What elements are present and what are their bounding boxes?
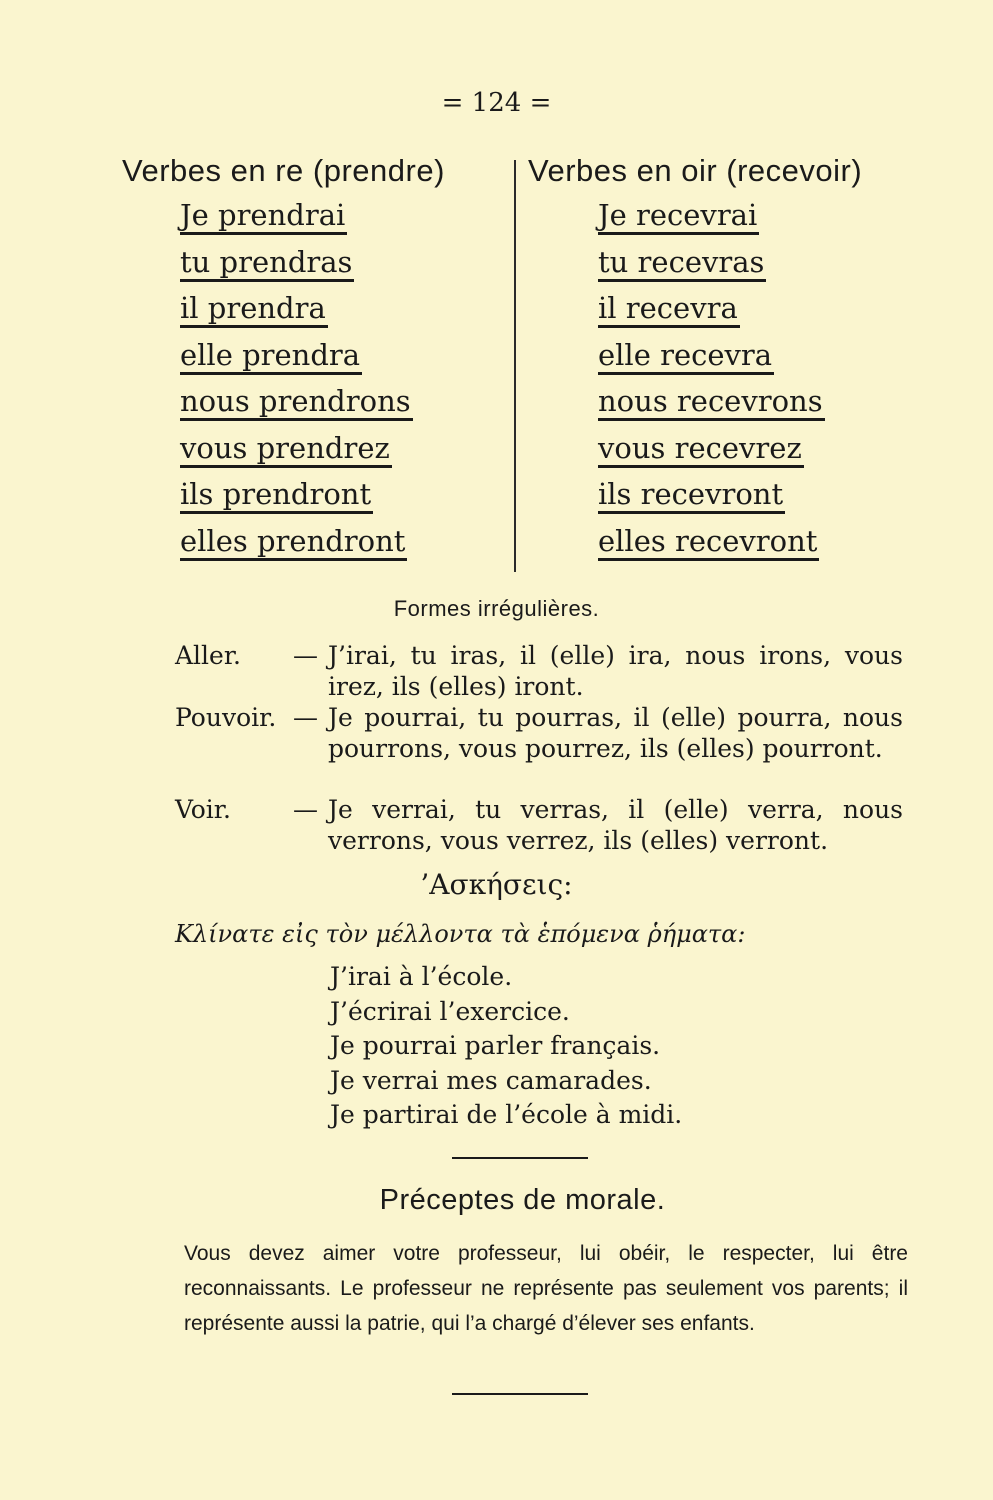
verb-label: Aller.: [175, 641, 241, 670]
section-divider: [452, 1393, 588, 1395]
verb-forms: Je pourrai, tu pourras, il (elle) pourra, nous pourrons, vous pourrez, ils (elles) pourront.: [328, 703, 903, 763]
list-item: ils recevront: [598, 477, 825, 524]
list-item: elle prendra: [180, 338, 413, 385]
dash: —: [293, 703, 318, 732]
list-item: nous prendrons: [180, 384, 413, 431]
list-item: tu recevras: [598, 245, 825, 292]
list-item: il recevra: [598, 291, 825, 338]
list-item: vous prendrez: [180, 431, 413, 478]
list-item: Je partirai de l’école à midi.: [330, 1100, 683, 1129]
list-item: elle recevra: [598, 338, 825, 385]
list-item: vous recevrez: [598, 431, 825, 478]
list-item: J’irai à l’école.: [330, 962, 513, 991]
morale-title: Préceptes de morale.: [379, 1184, 666, 1216]
section-divider: [452, 1157, 588, 1159]
irregular-row-aller: [175, 640, 903, 702]
list-item: Je verrai mes camarades.: [330, 1065, 652, 1095]
irregular-row-voir: [175, 794, 903, 856]
morale-paragraph: Vous devez aimer votre professeur, lui obéir, le respecter, lui être reconnaissants. Le professeur ne représente pas seulement vos parents; il représente aussi la patrie, qui l’a chargé d’élever ses enfants.: [184, 1242, 908, 1335]
prendre-conjugation-list: [180, 198, 413, 570]
verb-label: Pouvoir.: [175, 703, 277, 732]
verb-forms: J’irai, tu iras, il (elle) ira, nous irons, vous irez, ils (elles) iront.: [328, 641, 903, 701]
exercise-sentence-list: [330, 960, 682, 1133]
list-item: Je prendrai: [180, 198, 413, 245]
left-column-heading: Verbes en re (prendre): [122, 153, 445, 188]
right-column-heading: Verbes en oir (recevoir): [528, 153, 863, 188]
list-item: Je recevrai: [598, 198, 825, 245]
verb-label: Voir.: [175, 795, 231, 824]
page-number: = 124 =: [441, 88, 552, 118]
irregular-row-pouvoir: [175, 702, 903, 764]
exercise-instruction: Κλίνατε εἰς τὸν μέλλοντα τὰ ἑπόμενα ῥήματα:: [175, 920, 746, 948]
column-divider: [514, 160, 516, 572]
dash: —: [293, 641, 318, 670]
irregular-forms-title: Formes irrégulières.: [393, 596, 600, 621]
list-item: nous recevrons: [598, 384, 825, 431]
dash: —: [293, 795, 318, 824]
list-item: ils prendront: [180, 477, 413, 524]
recevoir-conjugation-list: [598, 198, 825, 570]
exercises-title: ’Ασκήσεις:: [420, 868, 573, 901]
list-item: elles prendront: [180, 524, 413, 571]
list-item: J’écrirai l’exercice.: [330, 996, 570, 1026]
verb-forms: Je verrai, tu verras, il (elle) verra, nous verrons, vous verrez, ils (elles) verront.: [328, 795, 903, 855]
list-item: Je pourrai parler français.: [330, 1031, 661, 1060]
list-item: il prendra: [180, 291, 413, 338]
list-item: tu prendras: [180, 245, 413, 292]
list-item: elles recevront: [598, 524, 825, 571]
